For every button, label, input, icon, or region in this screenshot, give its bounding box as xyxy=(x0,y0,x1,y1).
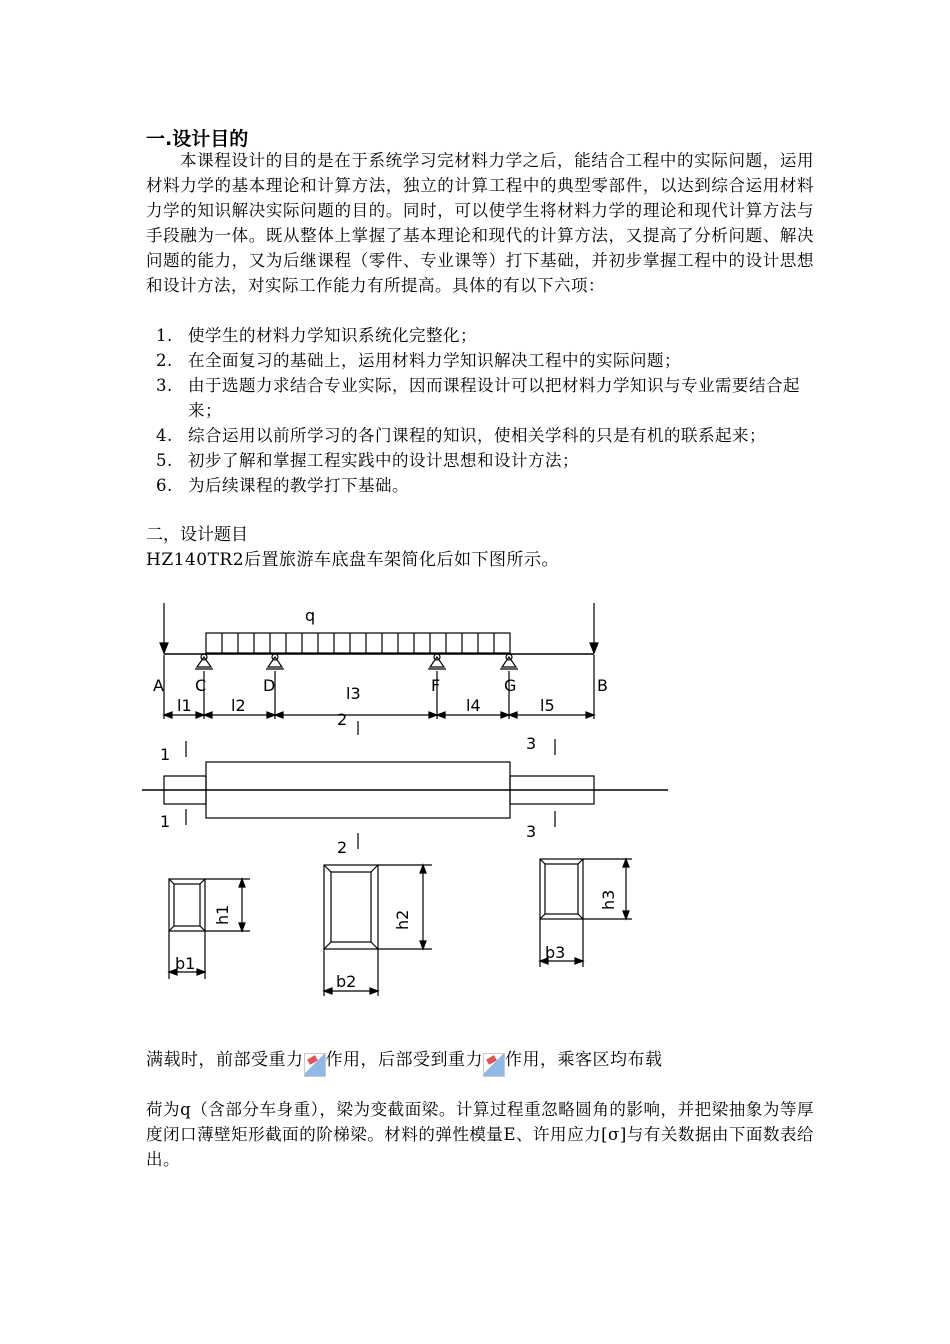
list-item: 3. 由于选题力求结合专业实际，因而课程设计可以把材料力学知识与专业需要结合起来； xyxy=(156,376,800,420)
force-arrow-right-head xyxy=(590,643,598,653)
width-label-b1: b1 xyxy=(175,954,196,973)
support-c xyxy=(195,654,213,669)
support-d xyxy=(266,654,284,669)
support-f xyxy=(428,654,446,669)
section-mark-1-bottom: 1 xyxy=(160,812,171,831)
list-item: 6. 为后续课程的教学打下基础。 xyxy=(156,476,409,495)
broken-image-icon xyxy=(304,1053,326,1077)
width-label-b3: b3 xyxy=(545,943,566,962)
length-label-l4: l4 xyxy=(466,696,481,715)
force-arrow-left-head xyxy=(160,643,168,653)
section-mark-3-bottom: 3 xyxy=(526,822,537,841)
load-description: 满载时，前部受重力 作用，后部受到重力 作用，乘客区均布载 xyxy=(146,1046,663,1077)
point-label-b: B xyxy=(597,676,608,695)
list-item: 1. 使学生的材料力学知识系统化完整化； xyxy=(156,326,477,345)
list-item: 5. 初步了解和掌握工程实践中的设计思想和设计方法； xyxy=(156,451,579,470)
length-label-l2: l2 xyxy=(231,696,246,715)
intro-paragraph: 本课程设计的目的是在于系统学习完材料力学之后，能结合工程中的实际问题，运用材料力学的基本理论和计算方法，独立的计算工程中的典型零部件，以达到综合运用材料力学的知识解决实际问题的目的。同时，可以使学生将材料力学的理论和现代计算方法与手段融为一体。既从整体上掌握了基本理论和现代的计算方法，又提高了分析问题、解决问题的能力，又为后继课程（零件、专业课等）打下基础，并初步掌握工程中的设计思想和设计方法，对实际工作能力有所提高。具体的有以下六项： xyxy=(146,151,814,295)
load-dividers xyxy=(222,633,494,653)
list-item: 2. 在全面复习的基础上，运用材料力学知识解决工程中的实际问题； xyxy=(156,351,681,370)
point-label-g: G xyxy=(504,676,517,695)
support-g xyxy=(500,654,518,669)
section-mark-1-top: 1 xyxy=(160,745,171,764)
model-description: HZ140TR2后置旅游车底盘车架简化后如下图所示。 xyxy=(146,550,560,570)
dimension-extensions xyxy=(164,655,594,719)
distributed-load-block xyxy=(206,633,510,653)
height-label-h3: h3 xyxy=(599,889,618,910)
length-label-l1: l1 xyxy=(177,696,192,715)
list-item: 4. 综合运用以前所学习的各门课程的知识，使相关学科的只是有机的联系起来； xyxy=(156,426,766,445)
point-label-f: F xyxy=(431,676,441,695)
section-mark-3-top: 3 xyxy=(526,734,537,753)
width-label-b2: b2 xyxy=(336,972,357,991)
point-label-a: A xyxy=(153,676,164,695)
point-label-d: D xyxy=(263,676,276,695)
section-mark-2-top: 2 xyxy=(337,710,348,729)
length-label-l3: l3 xyxy=(346,684,361,703)
height-label-h2: h2 xyxy=(393,909,412,930)
point-label-c: C xyxy=(195,676,207,695)
section-title-topic: 二，设计题目 xyxy=(146,525,248,545)
broken-image-icon xyxy=(483,1053,505,1077)
height-label-h1: h1 xyxy=(213,904,232,925)
section-cut-marks xyxy=(186,721,555,849)
objectives-list xyxy=(156,323,816,498)
length-label-l5: l5 xyxy=(540,696,555,715)
section-mark-2-bottom: 2 xyxy=(337,838,348,857)
beam-diagram xyxy=(140,595,680,1005)
final-paragraph: 荷为q（含部分车身重），梁为变截面梁。计算过程重忽略圆角的影响，并把梁抽象为等厚度闭口薄壁矩形截面的阶梯梁。材料的弹性模量E、许用应力[σ]与有关数据由下面数表给出。 xyxy=(146,1100,814,1169)
load-label: q xyxy=(305,606,316,625)
section-title-purpose: 一.设计目的 xyxy=(146,128,249,150)
